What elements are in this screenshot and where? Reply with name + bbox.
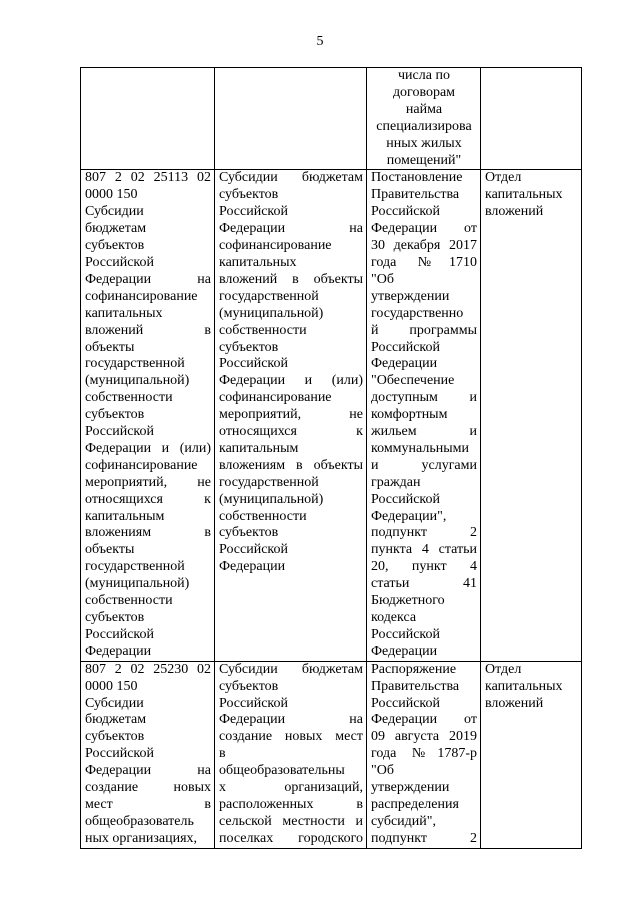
cell-text-line: года №1787-р <box>371 746 477 762</box>
department-cell <box>481 661 582 848</box>
cell-text-line: Федерации <box>219 559 286 575</box>
cell-text-line: вложений <box>485 204 544 220</box>
kbk-code-cell <box>81 68 215 170</box>
legal-basis-cell <box>367 170 481 661</box>
cell-text-line: сельской местности и <box>219 813 363 829</box>
cell-text-line: Субсидии бюджетам <box>219 170 363 186</box>
cell-text-line: 30 декабря 2017 <box>371 238 477 254</box>
cell-text-line: собственности <box>219 508 307 524</box>
cell-text-line: объекты <box>85 542 135 558</box>
cell-text-line: субъектов <box>85 610 145 625</box>
cell-text-line: найма <box>405 101 443 117</box>
cell-text-line: подпункт 2 <box>371 525 477 541</box>
description-cell <box>215 170 367 661</box>
kbk-code-cell <box>81 170 215 661</box>
cell-text-line: Федерации", <box>371 508 447 524</box>
cell-text-line: й программы <box>371 322 477 338</box>
cell-text-line: мероприятий, не <box>85 474 211 490</box>
cell-text-line: Российской <box>371 339 440 355</box>
cell-text-line: Субсидии бюджетам <box>219 661 363 677</box>
cell-text-line: доступным и <box>371 390 477 406</box>
table-body <box>81 68 582 849</box>
cell-text-line: вложений в <box>85 322 211 338</box>
cell-text-line: собственности <box>85 390 173 406</box>
cell-text-line: бюджетам <box>85 712 147 728</box>
cell-text-line: ных организациях, <box>85 830 198 846</box>
cell-text-line: софинансирование <box>219 390 332 406</box>
cell-text-line: года №1710 <box>371 254 477 270</box>
cell-text-line: Российской <box>219 204 288 220</box>
cell-text-line: коммунальными <box>371 440 469 456</box>
legal-basis-cell <box>367 68 481 170</box>
cell-text-line: вложениям в <box>85 525 211 541</box>
cell-text-line: х организаций, <box>219 780 363 796</box>
cell-text-line: распределения <box>371 796 459 812</box>
cell-text-line: относящихся к <box>219 424 363 440</box>
cell-text-line: Федерации на <box>219 221 363 237</box>
cell-text-line: субъектов <box>85 407 145 423</box>
cell-text-line: Федерации и (или) <box>219 373 363 389</box>
cell-text-line: субъектов <box>219 525 279 541</box>
cell-text-line: Федерации от <box>371 221 477 237</box>
cell-text-line: капитальным <box>219 440 299 456</box>
cell-text-line: поселках городского <box>219 830 363 846</box>
cell-text-line: 807 2 02 25230 02 <box>85 661 211 677</box>
cell-text-line: "Обеспечение <box>371 373 455 389</box>
cell-text-line: бюджетам <box>85 221 147 237</box>
cell-text-line: Федерации <box>85 643 152 659</box>
cell-text-line: Правительства <box>371 187 460 203</box>
cell-text-line: Отдел <box>485 170 522 186</box>
cell-text-line: капитальных <box>485 678 563 694</box>
cell-text-line: Распоряжение <box>371 661 457 677</box>
cell-text-line: Российской <box>371 491 440 507</box>
department-cell <box>481 170 582 661</box>
table-row <box>81 661 582 848</box>
cell-text-line: Российской <box>85 746 154 762</box>
cell-text-line: "Об <box>371 271 394 287</box>
cell-text-line: государственной <box>85 559 185 575</box>
cell-text-line: расположенных в <box>219 796 363 812</box>
cell-text-line: нных жилых <box>386 135 462 151</box>
cell-text-line: 807 2 02 25113 02 <box>85 170 211 186</box>
cell-text-line: Российской <box>85 254 154 270</box>
cell-text-line: 09 августа 2019 <box>371 729 477 745</box>
department-cell <box>481 68 582 170</box>
cell-text-line: капитальным <box>85 508 165 524</box>
cell-text-line: (муниципальной) <box>219 305 324 321</box>
cell-text-line: Федерации от <box>371 712 477 728</box>
cell-text-line: числа по <box>398 68 450 83</box>
cell-text-line: субъектов <box>85 238 145 254</box>
cell-text-line: (муниципальной) <box>85 576 190 592</box>
cell-text-line: Федерации на <box>219 712 363 728</box>
cell-text-line: Федерации <box>371 356 438 372</box>
cell-text-line: Федерации на <box>85 763 211 779</box>
cell-text-line: капитальных <box>219 254 297 270</box>
cell-text-line: Российской <box>85 626 154 642</box>
cell-text-line: субъектов <box>219 339 279 355</box>
cell-text-line: 20, пункт 4 <box>371 559 477 575</box>
cell-text-line: Федерации <box>371 643 438 659</box>
cell-text-line: относящихся к <box>85 491 211 507</box>
cell-text-line: статьи 41 <box>371 576 477 592</box>
cell-text-line: государственной <box>85 356 185 372</box>
table-row <box>81 68 582 170</box>
cell-text-line: Российской <box>371 695 440 711</box>
cell-text-line: (муниципальной) <box>85 373 190 389</box>
cell-text-line: субъектов <box>219 678 279 694</box>
description-cell <box>215 661 367 848</box>
cell-text-line: Отдел <box>485 661 522 677</box>
cell-text-line: субъектов <box>85 729 145 745</box>
cell-text-line: субсидий", <box>371 813 436 829</box>
cell-text-line: утверждении <box>371 780 450 796</box>
page-number: 5 <box>316 34 324 49</box>
cell-text-line: вложений в объекты <box>219 271 363 287</box>
cell-text-line: Российской <box>219 695 288 711</box>
cell-text-line: Правительства <box>371 678 460 694</box>
cell-text-line: Федерации на <box>85 271 211 287</box>
cell-text-line: Федерации и (или) <box>85 440 211 456</box>
cell-text-line: пункта 4 статьи <box>371 542 477 558</box>
legal-basis-cell <box>367 661 481 848</box>
cell-text-line: мест в <box>85 796 211 812</box>
cell-text-line: объекты <box>85 339 135 355</box>
cell-text-line: помещений" <box>386 152 462 168</box>
cell-text-line: вложений <box>485 695 544 711</box>
cell-text-line: софинансирование <box>85 457 198 473</box>
cell-text-line: "Об <box>371 763 394 779</box>
cell-text-line: Постановление <box>371 170 463 186</box>
cell-text-line: подпункт 2 <box>371 830 477 846</box>
cell-text-line: специализирова <box>376 118 472 134</box>
cell-text-line: жильем и <box>371 424 477 440</box>
cell-text-line: общеобразовательны <box>219 763 345 779</box>
cell-text-line: и услугами <box>371 457 477 473</box>
cell-text-line: государственно <box>371 305 464 321</box>
cell-text-line: граждан <box>371 474 421 490</box>
cell-text-line: собственности <box>85 593 173 609</box>
cell-text-line: собственности <box>219 322 307 338</box>
cell-text-line: капитальных <box>485 187 563 203</box>
description-cell <box>215 68 367 170</box>
cell-text-line: 0000 150 <box>85 187 138 203</box>
kbk-code-cell <box>81 661 215 848</box>
cell-text-line: вложениям в объекты <box>219 457 363 473</box>
cell-text-line: софинансирование <box>85 288 198 304</box>
cell-text-line: Российской <box>371 626 440 642</box>
table-row <box>81 170 582 661</box>
cell-text-line: Субсидии <box>85 695 144 711</box>
cell-text-line: кодекса <box>371 610 417 625</box>
cell-text-line: государственной <box>219 288 319 304</box>
cell-text-line: субъектов <box>219 187 279 203</box>
cell-text-line: государственной <box>219 474 319 490</box>
cell-text-line: Бюджетного <box>371 593 445 609</box>
cell-text-line: договорам <box>392 84 456 100</box>
cell-text-line: общеобразователь <box>85 813 194 829</box>
cell-text-line: софинансирование <box>219 238 332 254</box>
cell-text-line: комфортным <box>371 407 448 423</box>
cell-text-line: Российской <box>85 424 154 440</box>
budget-table <box>80 67 582 849</box>
cell-text-line: Субсидии <box>85 204 144 220</box>
cell-text-line: создание новых мест <box>219 729 363 745</box>
cell-text-line: утверждении <box>371 288 450 304</box>
cell-text-line: 0000 150 <box>85 678 138 694</box>
cell-text-line: создание новых <box>85 780 211 796</box>
cell-text-line: Российской <box>371 204 440 220</box>
cell-text-line: Российской <box>219 542 288 558</box>
cell-text-line: мероприятий, не <box>219 407 363 423</box>
cell-text-line: Российской <box>219 356 288 372</box>
cell-text-line: (муниципальной) <box>219 491 324 507</box>
cell-text-line: капитальных <box>85 305 163 321</box>
cell-text-line: в <box>219 746 226 762</box>
